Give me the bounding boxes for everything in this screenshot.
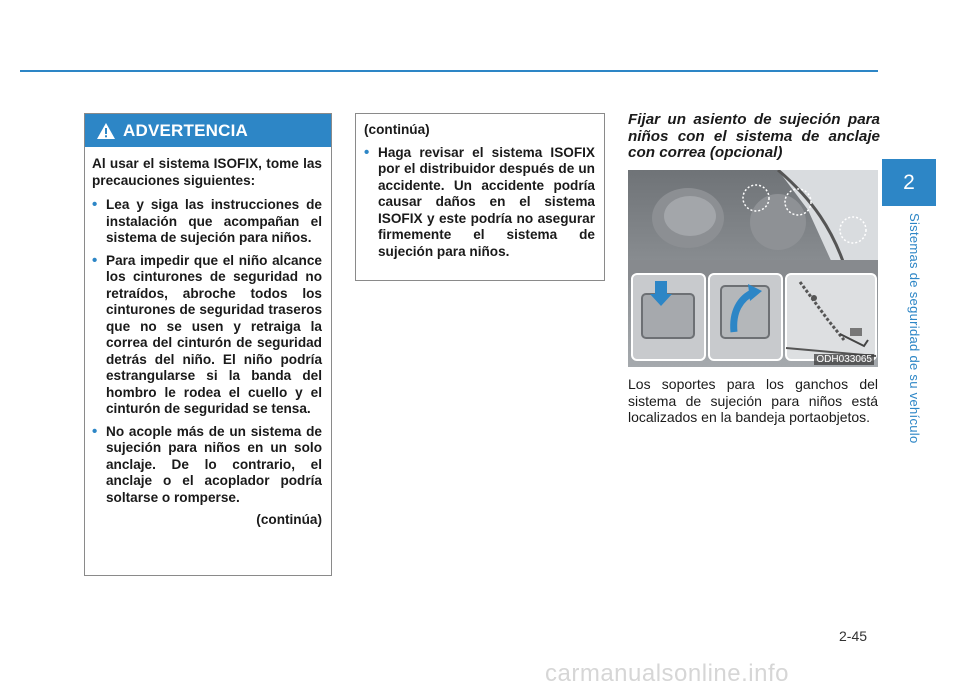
chapter-title: Sistemas de seguridad de su vehículo [907,213,922,444]
warning-bullet: • Para impedir que el niño alcance los cinturones de seguridad no retraídos, abroche todos los cinturones de seguridad traseros que no se usen y retraiga la correa del cinturón de seguridad detrás del niño. El niño podría estrangularse si la banda del hombro le rodea el cuello y el cinturón de seguridad se tensa. [92,251,322,416]
watermark: carmanualsonline.info [545,660,789,687]
page-number: 2-45 [839,628,868,644]
continuation-bullet: • Haga revisar el sistema ISOFIX por el distribuidor después de un accidente. Un accidente podría causar daños en el sistema ISOFIX y este podría no asegurar firmemente el sistema de sujeción para niños. [364,143,595,259]
warning-bullet: • No acople más de un sistema de sujeción para niños en un solo anclaje. De lo contrario, el anclaje o el acoplador podría soltarse o romperse. [92,422,322,505]
section-body: Los soportes para los ganchos del sistema de sujeción para niños está localizados en la bandeja portaobjetos. [628,376,878,425]
bullet-dot-icon: • [92,251,98,269]
header-rule [20,70,878,72]
rear-shelf-anchor-illustration [628,170,878,367]
figure-code: ODH033065 [816,354,872,365]
bullet-dot-icon: • [364,143,370,161]
bullet-dot-icon: • [92,422,98,440]
warning-continuation-box [355,113,605,281]
warning-header [85,114,331,147]
warning-box [84,113,332,576]
warning-continued: (continúa) [256,512,322,527]
warning-triangle-icon [97,123,115,139]
section-title: Fijar un asiento de sujeción para niños con el sistema de anclaje con correa (opcional) [628,111,880,161]
warning-intro: Al usar el sistema ISOFIX, tome las precauciones siguientes: [92,156,322,188]
continuation-header: (continúa) [364,122,430,137]
warning-title: ADVERTENCIA [123,120,248,140]
chapter-tab: 2 [882,159,936,206]
bullet-dot-icon: • [92,196,98,213]
warning-body [85,147,331,529]
anchor-illustration [628,170,878,367]
warning-bullet: • Lea y siga las instrucciones de instalación que acompañan el sistema de sujeción para niños. [92,196,322,245]
